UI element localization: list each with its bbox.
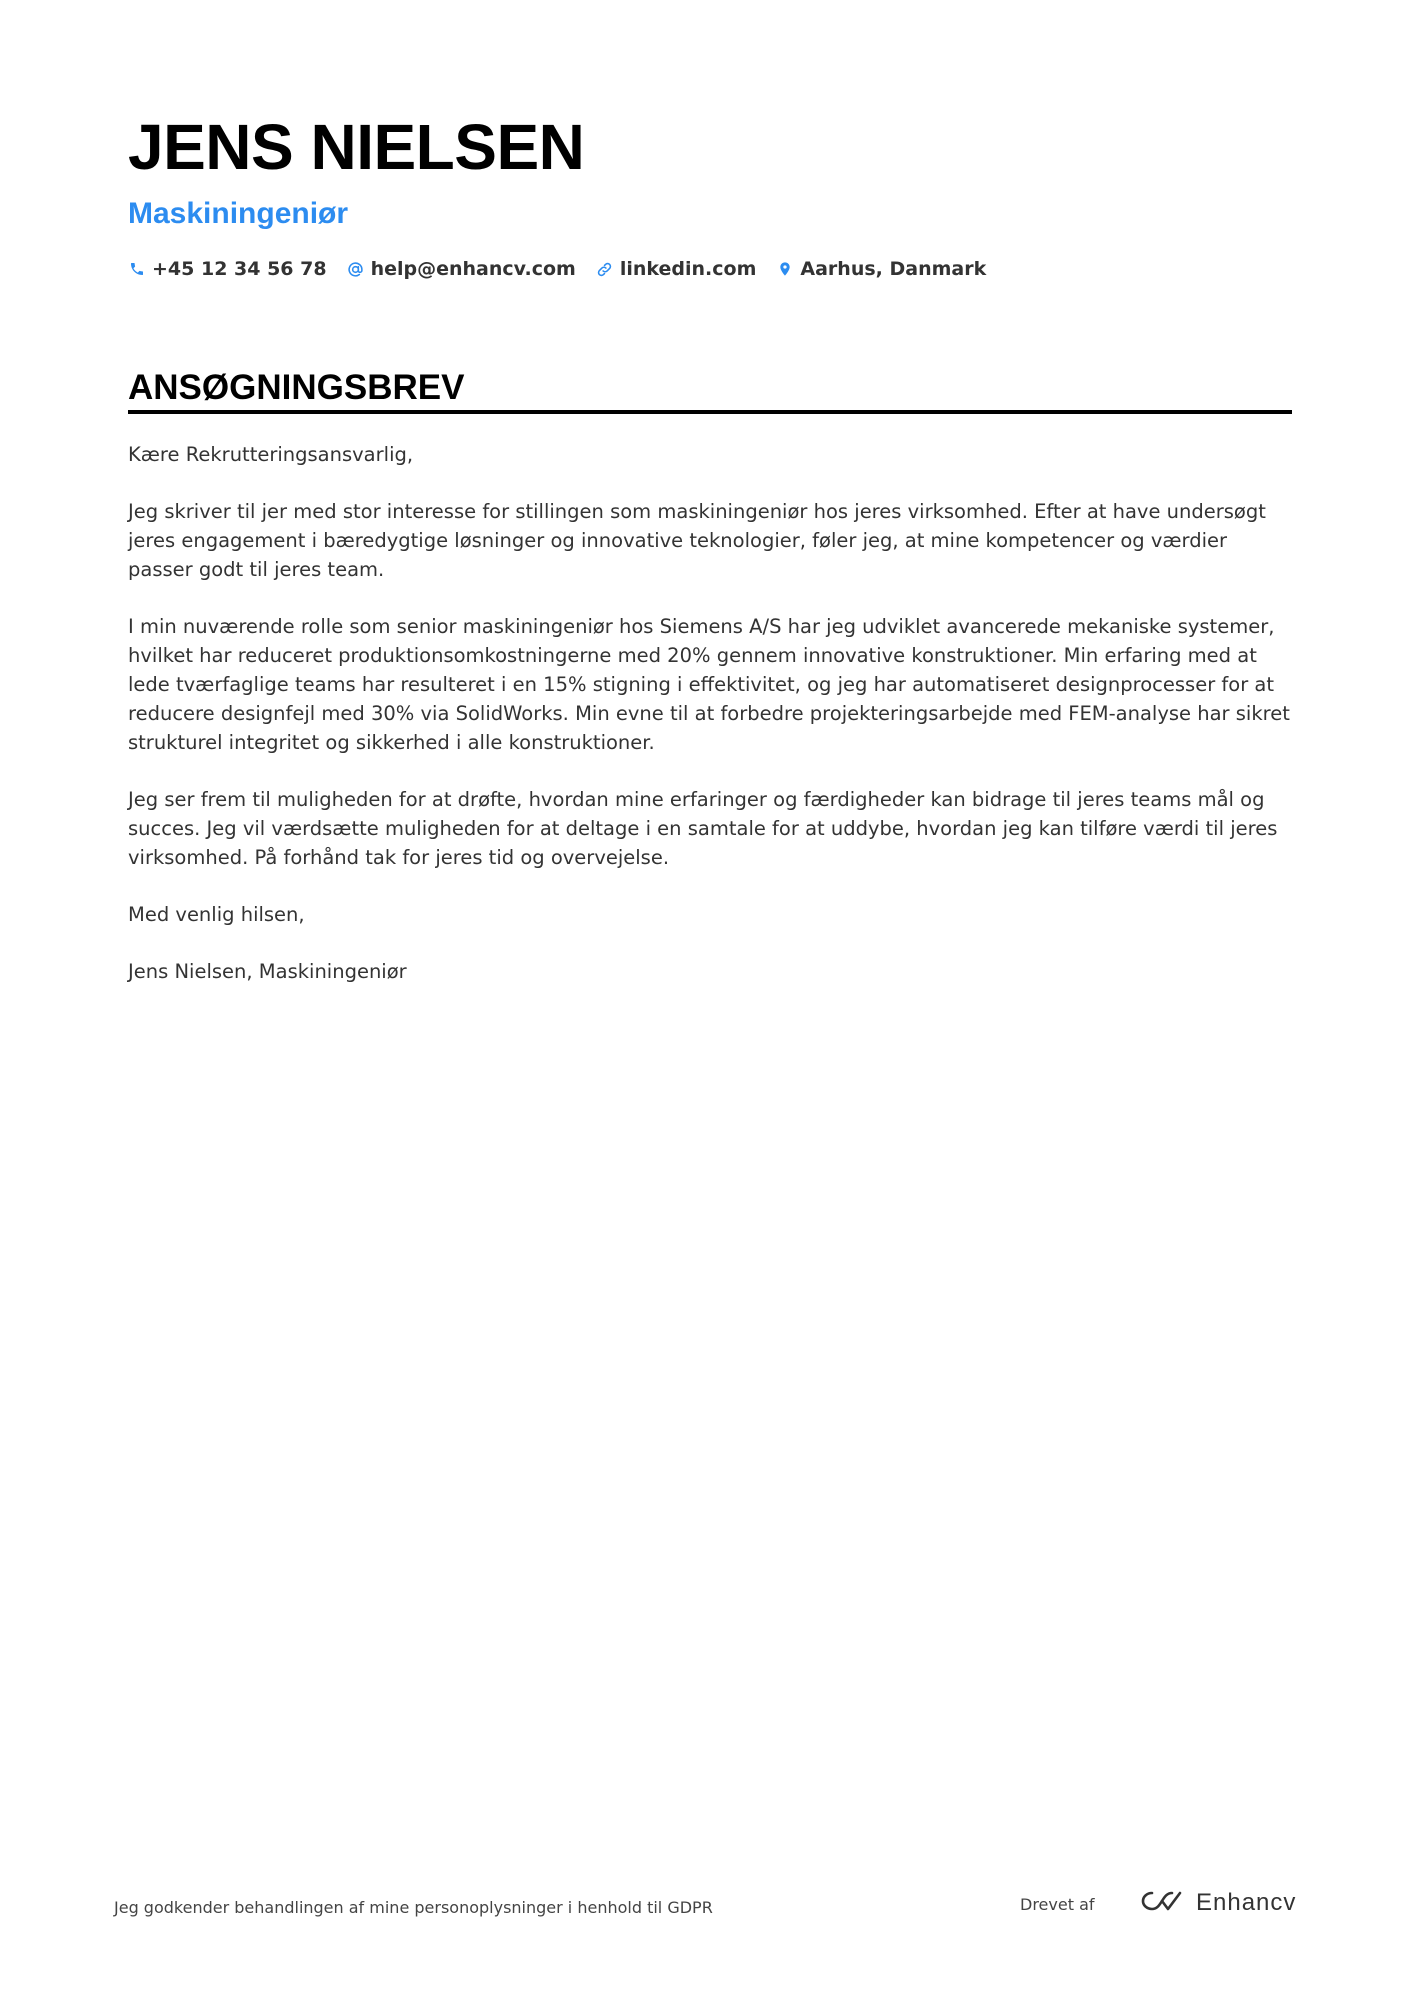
email-text: help@enhancv.com [370, 258, 576, 280]
letter-greeting: Kære Rekrutteringsansvarlig, [128, 443, 414, 466]
powered-by-label: Drevet af [1020, 1895, 1095, 1914]
letter-paragraph: Jeg skriver til jer med stor interesse for stillingen som maskiningeniør hos jeres virksomhed. Efter at have undersøgt jeres engagement i bæredygtige løsninger og innovative teknologier, føler jeg, at mine kompetencer og værdier passer godt til jeres team. [128, 500, 1266, 581]
location-pin-icon [776, 260, 794, 278]
contact-phone[interactable] [128, 258, 327, 280]
applicant-name: JENS NIELSEN [128, 111, 585, 183]
contact-linkedin[interactable] [596, 258, 757, 280]
footer [114, 1889, 1297, 1924]
job-title: Maskiningeniør [128, 197, 349, 230]
letter-body [128, 440, 1292, 1014]
letter-paragraph: Jeg ser frem til muligheden for at drøfte, hvordan mine erfaringer og færdigheder kan bidrage til jeres teams mål og succes. Jeg vil værdsætte muligheden for at deltage i en samtale for at uddybe, hvordan jeg kan tilføre værdi til jeres virksomhed. På forhånd tak for jeres tid og overvejelse. [128, 788, 1278, 869]
letter-signature: Jens Nielsen, Maskiningeniør [128, 960, 407, 983]
enhancv-brand[interactable] [1138, 1888, 1296, 1918]
phone-icon [128, 260, 146, 278]
letter-paragraph: I min nuværende rolle som senior maskiningeniør hos Siemens A/S har jeg udviklet avancerede mekaniske systemer, hvilket har reduceret produktionsomkostningerne med 20% gennem innovative konstruktioner. Min erfaring med at lede tværfaglige teams har resulteret i en 15% stigning i effektivitet, og jeg har automatiseret designprocesser for at reducere designfejl med 30% via SolidWorks. Min evne til at forbedre projekteringsarbejde med FEM-analyse har sikret strukturel integritet og sikkerhed i alle konstruktioner. [128, 615, 1290, 754]
contact-bar [128, 258, 1292, 280]
section-divider [128, 410, 1292, 414]
contact-email[interactable] [347, 258, 576, 280]
header [128, 108, 1292, 280]
section-title: ANSØGNINGSBREV [128, 368, 465, 407]
brand-name: Enhancv [1196, 1889, 1297, 1916]
gdpr-consent-text: Jeg godkender behandlingen af mine personoplysninger i henhold til GDPR [114, 1898, 713, 1917]
enhancv-logo-icon [1138, 1888, 1186, 1918]
phone-text: +45 12 34 56 78 [152, 258, 327, 280]
at-icon [347, 260, 365, 278]
contact-location [776, 258, 986, 280]
link-icon [596, 260, 614, 278]
letter-closing: Med venlig hilsen, [128, 903, 305, 926]
linkedin-text: linkedin.com [619, 258, 757, 280]
location-text: Aarhus, Danmark [800, 258, 987, 280]
